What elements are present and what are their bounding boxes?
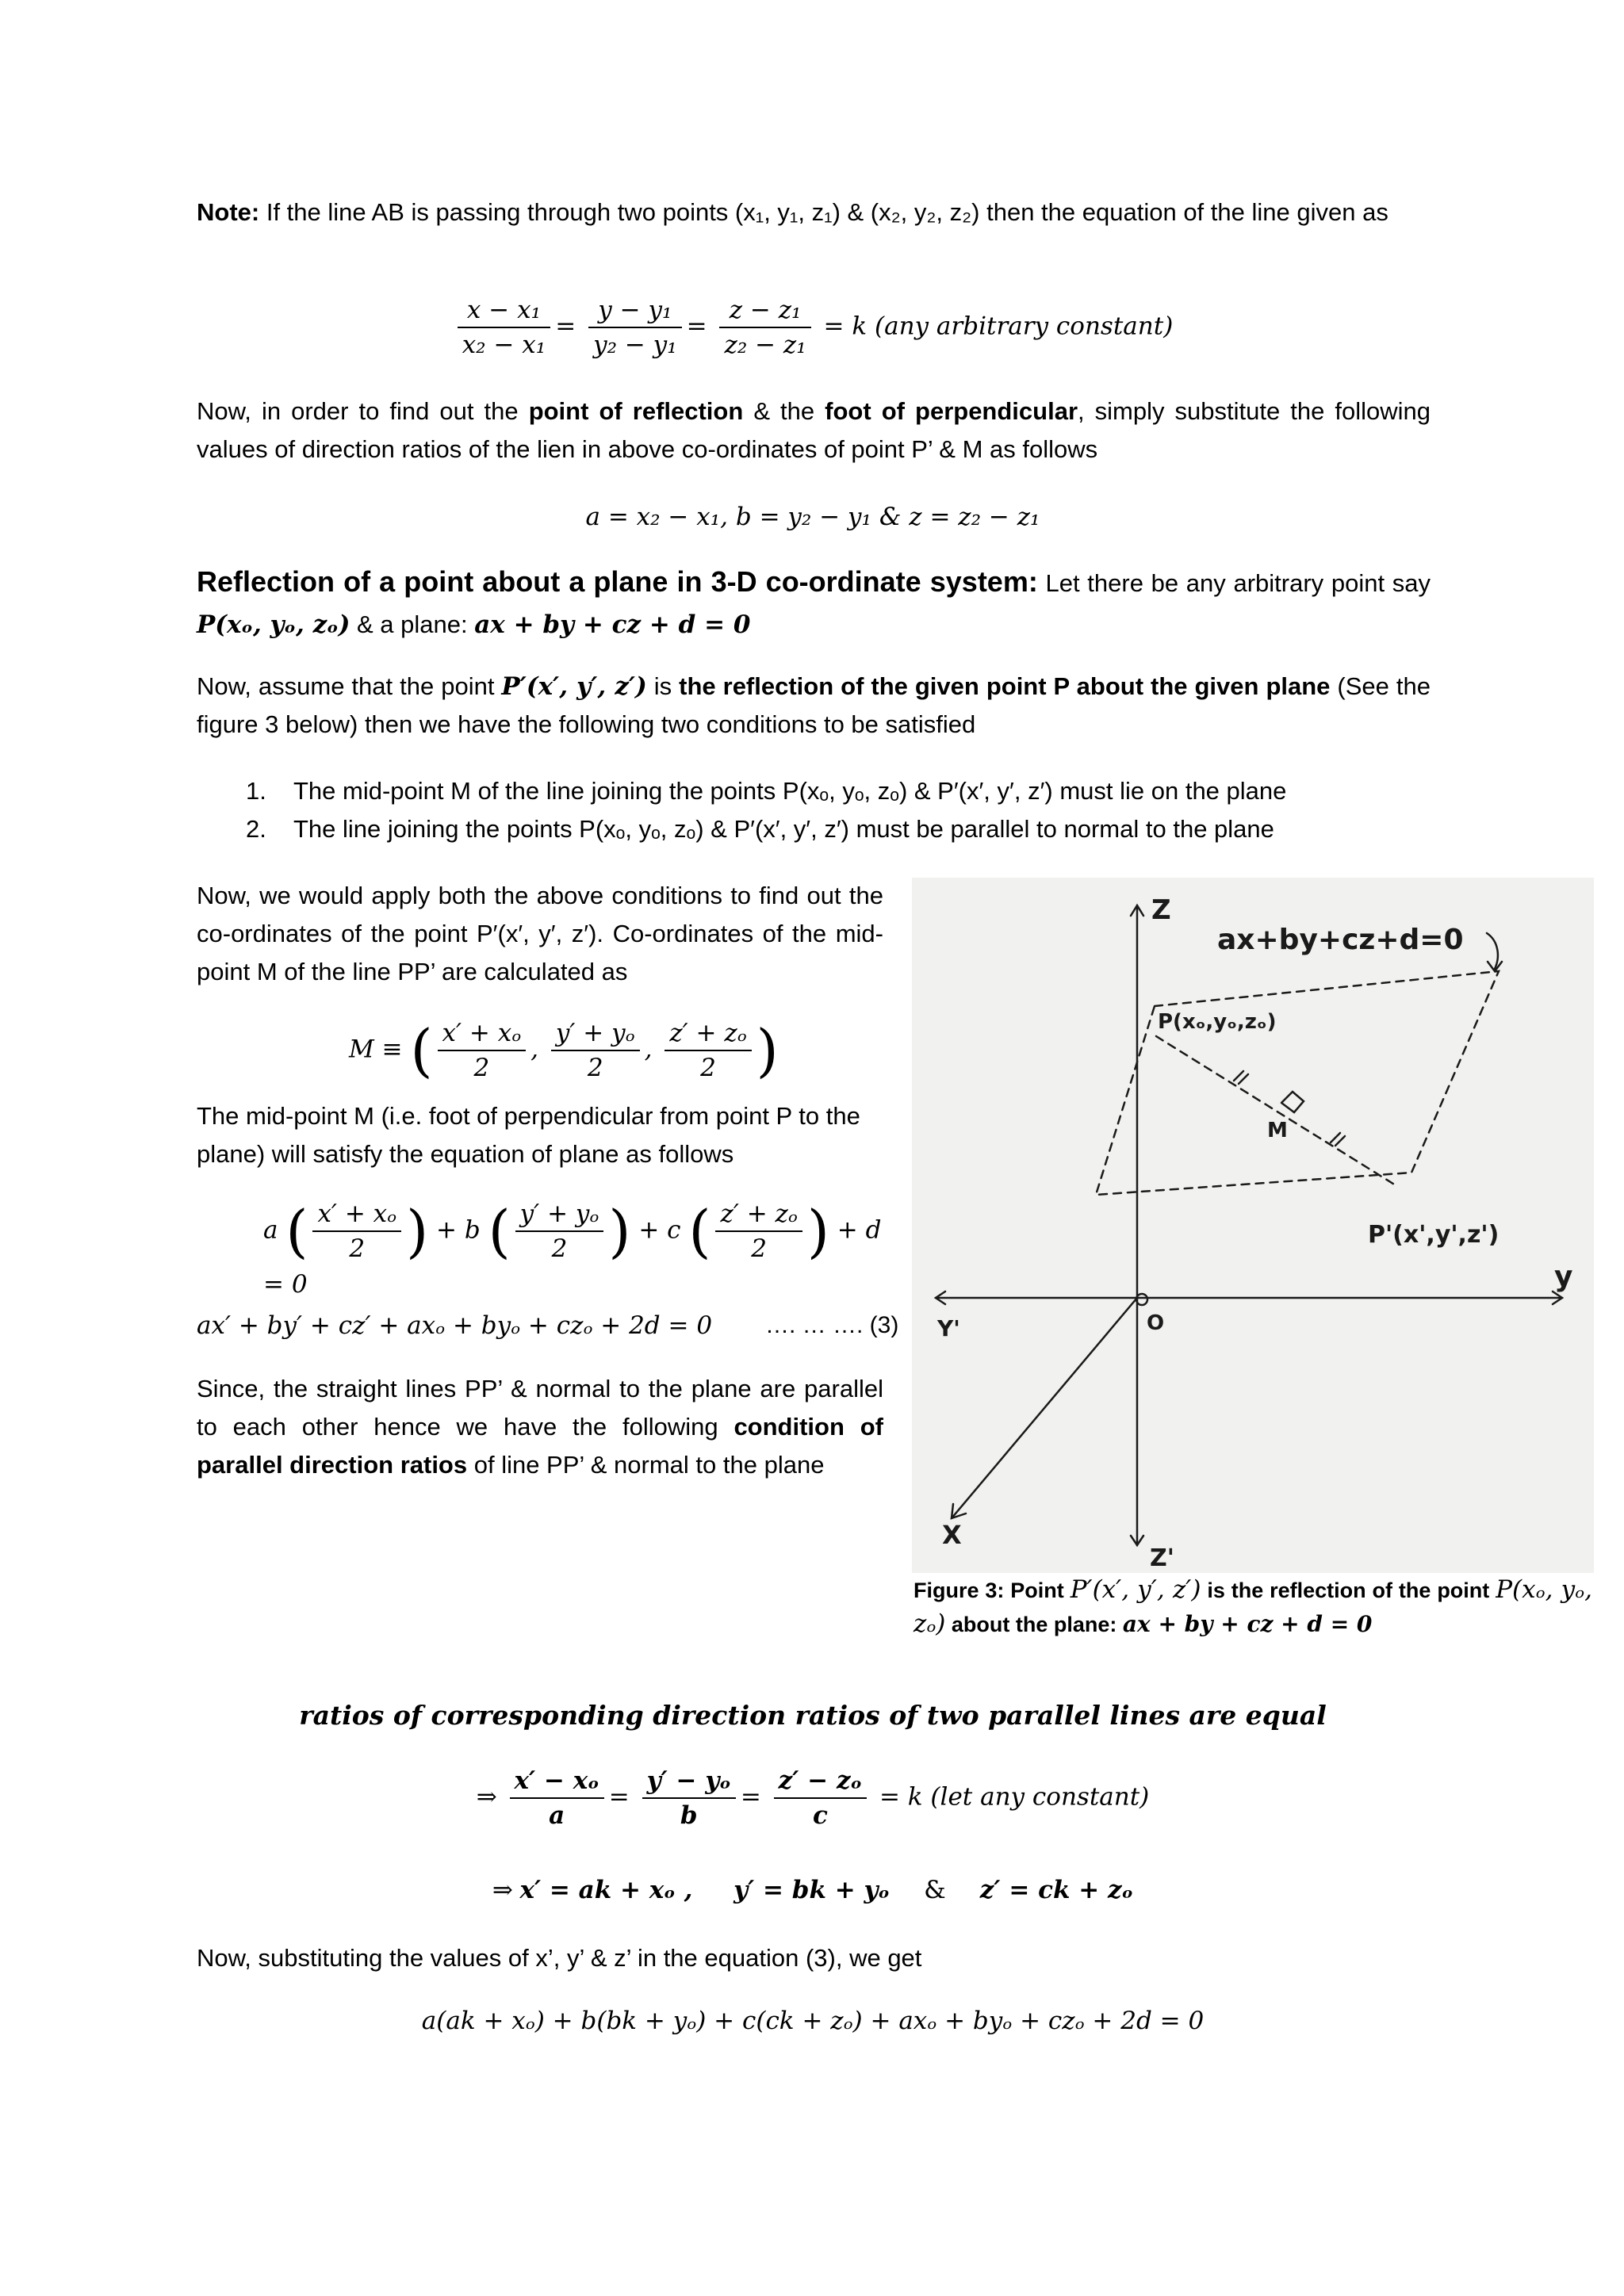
fraction-z: $\frac{\text{z − z₁}}{\text{z₂ − z₁}}$ xyxy=(719,293,810,362)
equation-3: ax′ + by′ + cz′ + axₒ + byₒ + czₒ + 2d = 0 xyxy=(197,1311,713,1340)
fraction-y: $\frac{\text{y − y₁}}{\text{y₂ − y₁}}$ xyxy=(588,293,682,362)
final-equation: a(ak + xₒ) + b(bk + yₒ) + c(ck + zₒ) + axₒ + byₒ + czₒ + 2d = 0 xyxy=(421,2007,1205,2035)
solve-equation: ⇒ x′ = ak + xₒ , y′ = bk + yₒ & z′ = ck + zₒ xyxy=(492,1876,1134,1904)
line-equation-rhs: = k (any arbitrary constant) xyxy=(823,312,1174,341)
plane-substitution-equation: a ( $\frac{\text{x′ + xₒ}}{2}$ ) + b ( $\frac{\text{y′ + yₒ}}{2}$ ) + c ( $\frac{\text{z′ + zₒ}}{2}$ ) + d = 0 xyxy=(263,1198,882,1299)
direction-ratio-equation: a = x₂ − x₁, b = y₂ − y₁ & z = z₂ − z₁ xyxy=(585,503,1040,531)
label-y: y xyxy=(1554,1261,1573,1293)
ratio-statement: ratios of corresponding direction ratios of two parallel lines are equal xyxy=(299,1700,1327,1731)
plane-outline xyxy=(1096,971,1499,1195)
line-pp-prime xyxy=(1156,1036,1396,1185)
right-angle-marker xyxy=(1281,1092,1304,1112)
paragraph-midpoint: The mid-point M (i.e. foot of perpendicular from point P to the plane) will satisfy the equation of plane as follows xyxy=(197,1102,860,1168)
note-paragraph xyxy=(197,193,1431,232)
label-m: M xyxy=(1267,1119,1288,1142)
figure-3 xyxy=(912,878,1594,1573)
section-heading: Reflection of a point about a plane in 3-D co-ordinate system: xyxy=(197,565,1038,598)
label-y-neg: Y' xyxy=(937,1315,960,1341)
label-x: X xyxy=(942,1520,962,1550)
label-z-neg: Z' xyxy=(1150,1544,1174,1572)
label-point-p: P(xₒ,yₒ,zₒ) xyxy=(1158,1010,1277,1034)
fraction-x: $\frac{\text{x − x₁}}{\text{x₂ − x₁}}$ xyxy=(458,293,551,362)
paragraph-parallel: Since, the straight lines PP’ & normal to the plane are parallel to each other hence we have the following condition of parallel direction ratios of line PP’ & normal to the plane xyxy=(197,1375,883,1479)
note-text: If the line AB is passing through two points (x₁, y₁, z₁) & (x₂, y₂, z₂) then the equation of the line given as xyxy=(266,198,1388,226)
label-z: Z xyxy=(1151,894,1171,926)
equation-3-tag: …. … …. (3) xyxy=(765,1312,899,1338)
label-point-p-prime: P'(x',y',z') xyxy=(1368,1221,1500,1249)
list-item: 1. The mid-point M of the line joining the points P(xₒ, yₒ, zₒ) & P′(x′, y′, z′) must lie on the plane xyxy=(246,777,1287,805)
paragraph-assume: Now, assume that the point P′(x′, y′, z′) is the reflection of the given point P about the given plane (See the figure 3 below) then we have the following two conditions to be satisfied xyxy=(197,672,1431,738)
ratio-equation: ⇒ $\frac{\text{x′ − xₒ}}{a}$ = $\frac{\text{y′ − yₒ}}{b}$ = $\frac{\text{z′ − zₒ}}{c}$ = k (let any constant) xyxy=(238,1764,1388,1832)
x-axis xyxy=(952,1298,1137,1518)
label-origin: O xyxy=(1147,1311,1165,1335)
paragraph-apply: Now, we would apply both the above conditions to find out the co-ordinates of the point P′(x′, y′, z′). Co-ordinates of the mid-point M of the line PP’ are calculated as xyxy=(197,882,883,985)
note-label: Note: xyxy=(197,198,260,226)
figure-3-diagram xyxy=(912,878,1594,1573)
line-equation: $\frac{\text{x − x₁}}{\text{x₂ − x₁}}$ = $\frac{\text{y − y₁}}{\text{y₂ − y₁}}$ = $\frac{\text{z − z₁}}{\text{z₂ − z₁}}$ = k (any arbitrary constant) xyxy=(238,293,1388,362)
figure-3-caption: Figure 3: Point P′(x′, y′, z′) is the reflection of the point P(xₒ, yₒ, zₒ) about the plane: ax + by + cz + d = 0 xyxy=(914,1575,1592,1638)
section-reflection-plane: Reflection of a point about a plane in 3-D co-ordinate system: Let there be any arbitrary point say P(xₒ, yₒ, zₒ) & a plane: ax + by + cz + d = 0 xyxy=(197,565,1431,639)
midpoint-equation: M ≡ ( $\frac{\text{x′ + xₒ}}{2}$ , $\frac{\text{y′ + yₒ}}{2}$ , $\frac{\text{z′ + zₒ}}{2}$ ) xyxy=(349,1017,779,1084)
list-item: 2. The line joining the points P(xₒ, yₒ, zₒ) & P′(x′, y′, z′) must be parallel to normal to the plane xyxy=(246,815,1274,843)
paragraph-point-of-reflection: Now, in order to find out the point of reflection & the foot of perpendicular, simply substitute the following values of direction ratios of the lien in above co-ordinates of point P’ & M as follows xyxy=(197,397,1431,463)
label-plane: ax+by+cz+d=0 xyxy=(1217,924,1464,956)
paragraph-substitute: Now, substituting the values of x’, y’ & z’ in the equation (3), we get xyxy=(197,1944,922,1972)
